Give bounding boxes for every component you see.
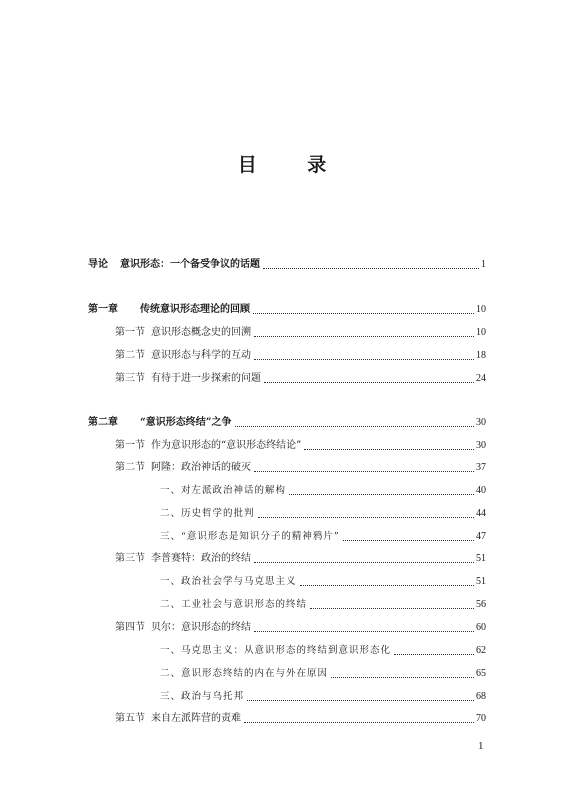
toc-entry-page: 44 (476, 508, 486, 519)
toc-entry-intro[interactable] (88, 256, 486, 272)
toc-entry-subsection[interactable] (88, 528, 486, 544)
dot-leader (254, 630, 474, 632)
toc-entry-page: 51 (476, 553, 486, 564)
dot-leader (254, 470, 474, 472)
toc-entry-number: 第三节 (115, 373, 145, 384)
toc-entry-number: 第一章 (88, 304, 118, 315)
dot-leader (304, 448, 474, 450)
toc-entry-number: 第二章 (88, 417, 118, 428)
dot-leader (300, 584, 474, 586)
toc-entry-page: 30 (476, 440, 486, 451)
toc-entry-title: 作为意识形态的“意识形态终结论” (151, 440, 302, 451)
toc-entry-number: 第三节 (115, 553, 145, 564)
toc-entry-subsection[interactable] (88, 573, 486, 589)
toc-entry-subsection[interactable] (88, 642, 486, 658)
dot-leader (254, 561, 474, 563)
dot-leader (289, 493, 474, 495)
dot-leader (254, 358, 474, 360)
toc-entry-title: 一、马克思主义：从意识形态的终结到意识形态化 (160, 645, 392, 656)
toc-entry-page: 18 (476, 350, 486, 361)
toc-entry-page: 56 (476, 599, 486, 610)
dot-leader (235, 425, 474, 427)
toc-entry-page: 62 (476, 645, 486, 656)
toc-entry-subsection[interactable] (88, 665, 486, 681)
toc-entry-section[interactable] (88, 619, 486, 635)
dot-leader (247, 699, 474, 701)
toc-entry-title: 传统意识形态理论的回顾 (140, 304, 250, 315)
toc-entry-section[interactable] (88, 550, 486, 566)
toc-entry-title: 李普赛特：政治的终结 (151, 553, 251, 564)
toc-entry-number: 第二节 (115, 350, 145, 361)
dot-leader (310, 607, 474, 609)
toc-entry-subsection[interactable] (88, 688, 486, 704)
toc-entry-number: 第五节 (115, 713, 145, 724)
toc-entry-title: 意识形态：一个备受争议的话题 (120, 259, 260, 270)
toc-entry-page: 40 (476, 485, 486, 496)
toc-entry-subsection[interactable] (88, 596, 486, 612)
toc-entry-title: 来自左派阵营的责难 (151, 713, 241, 724)
dot-leader (258, 516, 474, 518)
toc-entry-page: 37 (476, 462, 486, 473)
toc-entry-page: 68 (476, 691, 486, 702)
toc-entry-number: 第一节 (115, 440, 145, 451)
dot-leader (343, 539, 474, 541)
toc-entry-title: 二、意识形态终结的内在与外在原因 (160, 668, 329, 679)
toc-entry-title: 有待于进一步探索的问题 (151, 373, 261, 384)
toc-entry-page: 30 (476, 417, 486, 428)
toc-entry-title: 一、政治社会学与马克思主义 (160, 576, 297, 587)
toc-entry-page: 10 (476, 304, 486, 315)
dot-leader (263, 267, 479, 269)
toc-entry-title: 阿隆：政治神话的破灭 (151, 462, 251, 473)
dot-leader (244, 721, 474, 723)
toc-entry-title: 二、历史哲学的批判 (160, 508, 255, 519)
toc-entry-page: 60 (476, 622, 486, 633)
page-title: 目 录 (237, 154, 349, 176)
toc-entry-page: 24 (476, 373, 486, 384)
dot-leader (394, 653, 474, 655)
toc-entry-title: 三、“意识形态是知识分子的精神鸦片” (160, 531, 340, 542)
toc-entry-title: 三、政治与乌托邦 (160, 691, 245, 702)
dot-leader (254, 335, 474, 337)
toc-entry-chapter-2[interactable] (88, 414, 486, 430)
dot-leader (264, 381, 474, 383)
toc-entry-number: 第一节 (115, 327, 145, 338)
toc-entry-page: 1 (481, 259, 486, 270)
toc-entry-title: 贝尔：意识形态的终结 (151, 622, 251, 633)
toc-entry-number: 导论 (88, 259, 108, 270)
toc-entry-section[interactable] (88, 437, 486, 453)
toc-entry-number: 第二节 (115, 462, 145, 473)
toc-entry-section[interactable] (88, 459, 486, 475)
toc-entry-page: 70 (476, 713, 486, 724)
toc-entry-title: “意识形态终结”之争 (140, 417, 232, 428)
dot-leader (331, 676, 474, 678)
toc-entry-title: 一、对左派政治神话的解构 (160, 485, 287, 496)
toc-entry-page: 51 (476, 576, 486, 587)
toc-entry-subsection[interactable] (88, 482, 486, 498)
toc-entry-chapter-1[interactable] (88, 301, 486, 317)
toc-entry-page: 10 (476, 327, 486, 338)
dot-leader (253, 312, 474, 314)
toc-entry-section[interactable] (88, 324, 486, 340)
toc-entry-subsection[interactable] (88, 505, 486, 521)
toc-entry-number: 第四节 (115, 622, 145, 633)
toc-entry-title: 意识形态概念史的回溯 (151, 327, 251, 338)
toc-entry-title: 二、工业社会与意识形态的终结 (160, 599, 308, 610)
toc-entry-page: 47 (476, 531, 486, 542)
toc-entry-title: 意识形态与科学的互动 (151, 350, 251, 361)
toc-entry-section[interactable] (88, 347, 486, 363)
toc-entry-section[interactable] (88, 370, 486, 386)
toc-entry-page: 65 (476, 668, 486, 679)
toc-entry-section[interactable] (88, 710, 486, 726)
page-number: 1 (478, 740, 484, 752)
